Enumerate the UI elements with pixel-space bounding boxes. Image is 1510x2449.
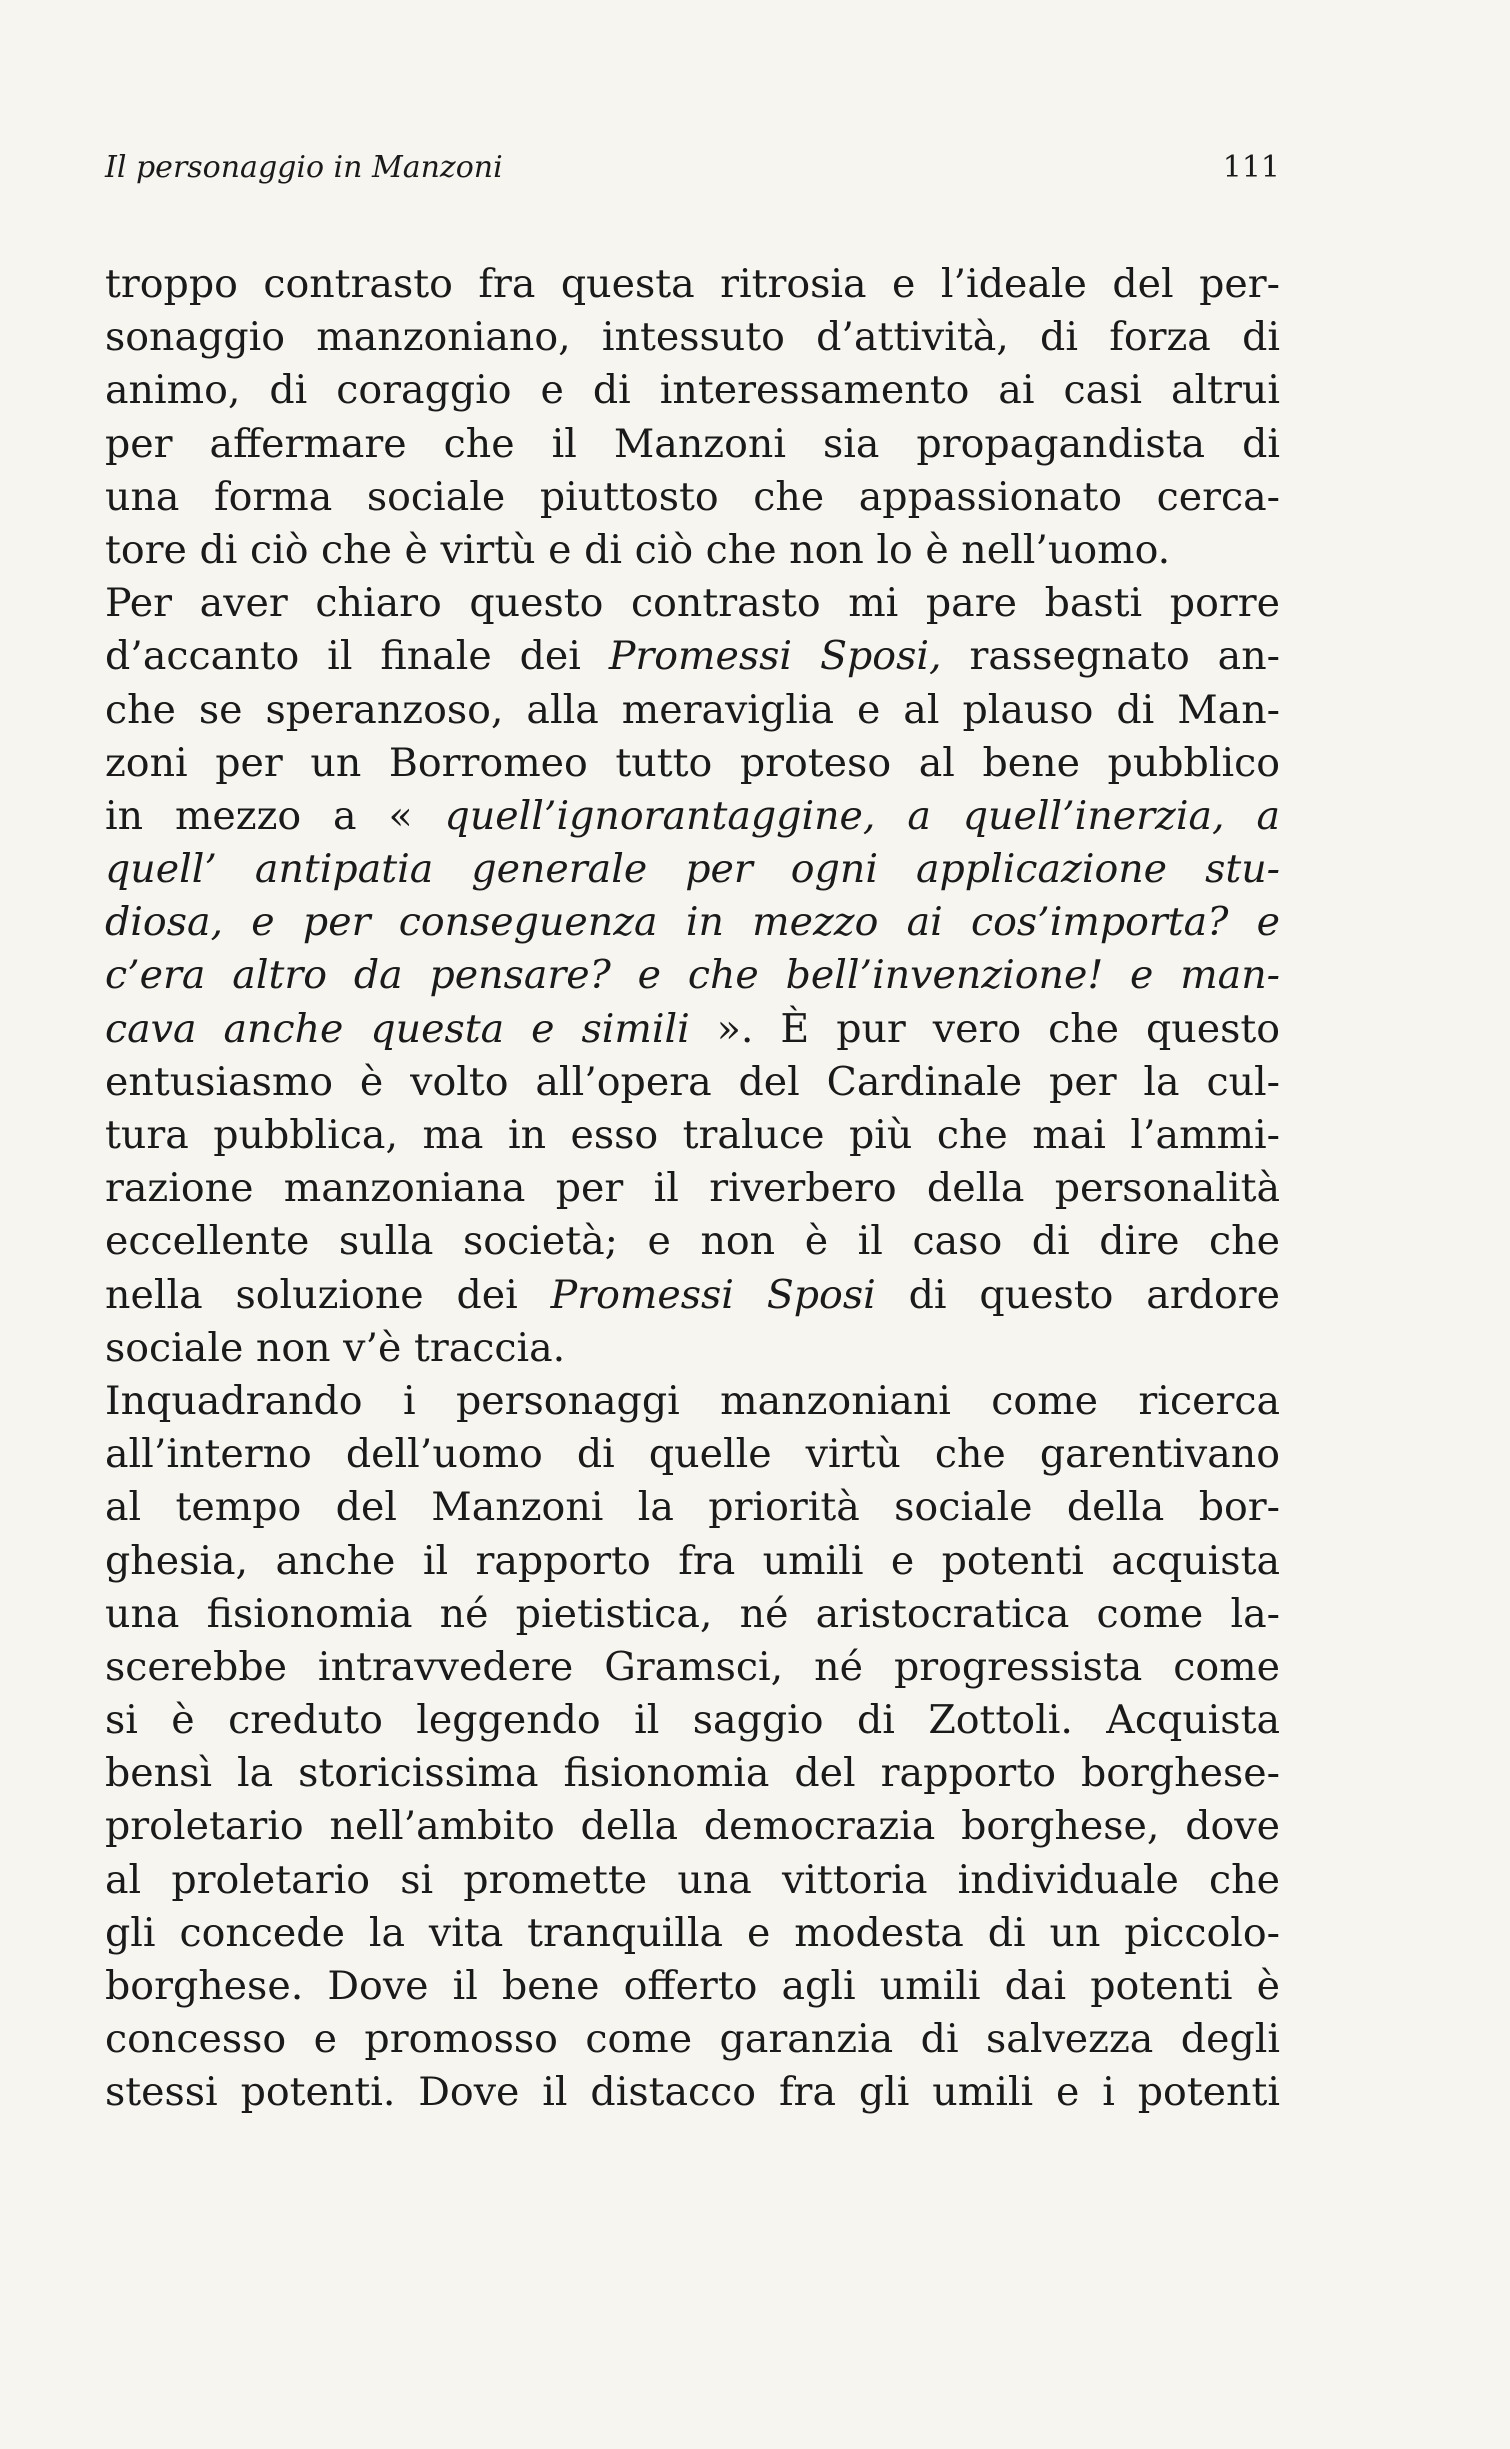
body-text [105, 258, 1280, 2120]
text-line [105, 1322, 1280, 1375]
italic-text: cava anche questa e simili [105, 1005, 690, 1052]
text-segment: gli concede la vita tranquilla e modesta di un piccolo- [105, 1909, 1280, 1956]
text-segment: tura pubblica, ma in esso traluce più che mai l’ammi- [105, 1112, 1280, 1158]
text-segment: una fisionomia né pietistica, né aristocratica come la- [105, 1590, 1280, 1637]
italic-text: Promessi Sposi, [608, 633, 942, 680]
text-segment: eccellente sulla società; e non è il caso di dire che [105, 1218, 1280, 1265]
text-line [105, 1109, 1280, 1162]
text-line [105, 1003, 1280, 1056]
text-segment: bensì la storicissima fisionomia del rapporto borghese- [105, 1750, 1280, 1797]
text-line [105, 896, 1280, 949]
text-line [105, 630, 1280, 683]
text-segment: tore di ciò che è virtù e di ciò che non lo è nell’uomo. [105, 526, 1171, 573]
text-line [105, 1269, 1280, 1322]
page-number: 111 [1222, 150, 1280, 185]
text-segment: rassegnato an- [941, 633, 1280, 680]
text-line [105, 471, 1280, 524]
text-line [105, 1907, 1280, 1960]
text-segment: che se speranzoso, alla meraviglia e al plauso di Man- [105, 686, 1280, 733]
text-segment: una forma sociale piuttosto che appassionato cerca- [105, 473, 1280, 520]
italic-text: diosa, e per conseguenza in mezzo ai cos’importa? e [105, 899, 1280, 946]
text-line [105, 843, 1280, 896]
text-segment: entusiasmo è volto all’opera del Cardinale per la cul- [105, 1058, 1280, 1105]
text-line [105, 1215, 1280, 1268]
text-segment: in mezzo a « [105, 792, 445, 839]
text-line [105, 311, 1280, 364]
text-line [105, 737, 1280, 790]
text-segment: stessi potenti. Dove il distacco fra gli umili e i potenti [105, 2069, 1280, 2116]
text-line [105, 1535, 1280, 1588]
text-line [105, 1375, 1280, 1428]
running-title: Il personaggio in Manzoni [105, 150, 503, 185]
text-segment: di questo ardore [875, 1271, 1280, 1318]
italic-text: c’era altro da pensare? e che bell’invenzione! e man- [105, 952, 1280, 999]
text-segment: per affermare che il Manzoni sia propagandista di [105, 420, 1280, 467]
text-line [105, 1641, 1280, 1694]
text-segment: zoni per un Borromeo tutto proteso al bene pubblico [105, 739, 1280, 786]
italic-text: Promessi Sposi [550, 1271, 876, 1318]
text-segment: d’accanto il finale dei [105, 633, 609, 680]
text-segment: scerebbe intravvedere Gramsci, né progressista come [105, 1643, 1280, 1690]
text-segment: al tempo del Manzoni la priorità sociale della bor- [105, 1484, 1280, 1531]
text-line [105, 1694, 1280, 1747]
text-segment: ghesia, anche il rapporto fra umili e potenti acquista [105, 1537, 1280, 1584]
text-line [105, 524, 1280, 577]
text-segment: al proletario si promette una vittoria individuale che [105, 1856, 1280, 1903]
text-segment: concesso e promosso come garanzia di salvezza degli [105, 2016, 1280, 2063]
text-line [105, 1800, 1280, 1853]
text-line [105, 1854, 1280, 1907]
text-line [105, 684, 1280, 737]
text-segment: Per aver chiaro questo contrasto mi pare basti porre [105, 580, 1280, 627]
text-segment: borghese. Dove il bene offerto agli umili dai potenti è [105, 1963, 1280, 2009]
text-line [105, 2013, 1280, 2066]
text-segment: ». È pur vero che questo [689, 1005, 1280, 1052]
text-line [105, 418, 1280, 471]
text-line [105, 1162, 1280, 1215]
text-line [105, 2066, 1280, 2119]
text-segment: sociale non v’è traccia. [105, 1324, 566, 1371]
italic-text: quell’ antipatia generale per ogni applicazione stu- [105, 846, 1280, 893]
text-segment: all’interno dell’uomo di quelle virtù che garentivano [105, 1431, 1280, 1478]
text-line [105, 1056, 1280, 1109]
text-segment: razione manzoniana per il riverbero della personalità [105, 1165, 1280, 1212]
text-line [105, 1588, 1280, 1641]
running-head [105, 150, 1280, 185]
text-line [105, 364, 1280, 417]
text-line [105, 949, 1280, 1002]
text-line [105, 258, 1280, 311]
italic-text: quell’ignorantaggine, a quell’inerzia, a [444, 792, 1280, 839]
text-segment: proletario nell’ambito della democrazia borghese, dove [105, 1803, 1280, 1850]
text-line [105, 1428, 1280, 1481]
text-segment: nella soluzione dei [105, 1271, 551, 1318]
text-line [105, 1481, 1280, 1534]
text-segment: si è creduto leggendo il saggio di Zottoli. Acquista [105, 1697, 1280, 1744]
text-line [105, 790, 1280, 843]
text-line [105, 1747, 1280, 1800]
text-line [105, 1960, 1280, 2013]
text-segment: sonaggio manzoniano, intessuto d’attività, di forza di [105, 314, 1280, 361]
text-segment: Inquadrando i personaggi manzoniani come ricerca [105, 1377, 1280, 1424]
text-line [105, 577, 1280, 630]
text-segment: animo, di coraggio e di interessamento ai casi altrui [105, 367, 1280, 414]
text-segment: troppo contrasto fra questa ritrosia e l’ideale del per- [105, 261, 1280, 307]
